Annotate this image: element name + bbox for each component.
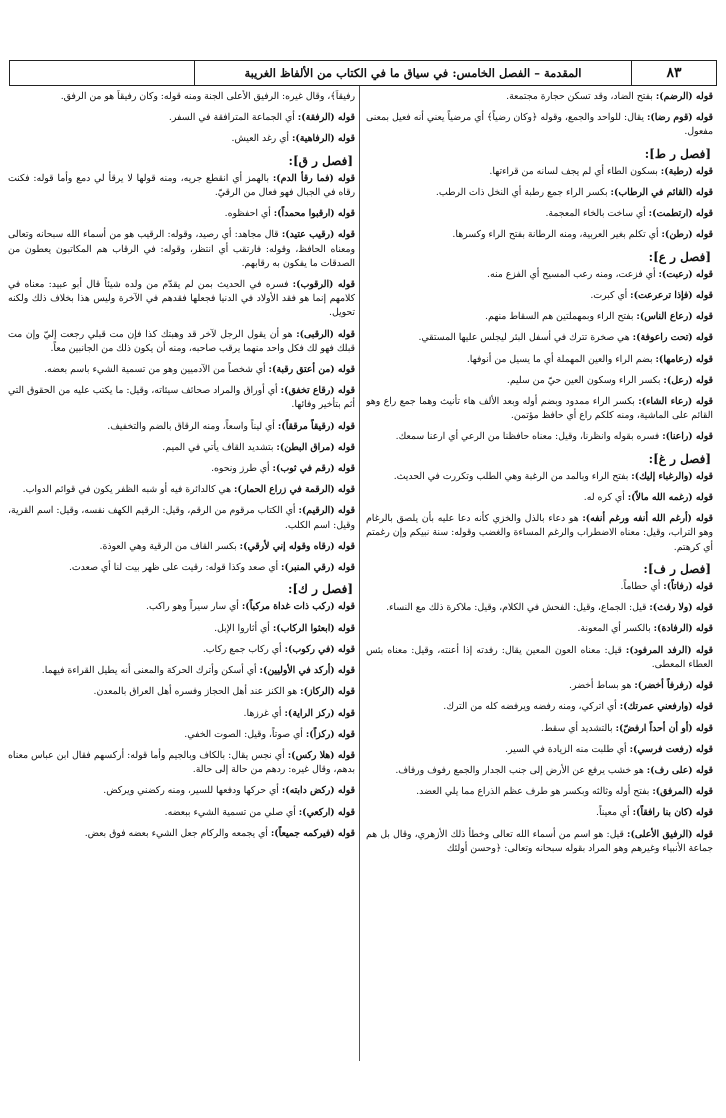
glossary-entry — [366, 353, 713, 367]
entry-definition: هو دعاء بالذل والخزي كأنه دعا عليه بأن يلصق بالرغام وهو التراب، وقيل: معناه الاضطراب والرغم المساءة والغضب وقوله: سنة نبيكم وإن رغمتم أي كرهتم. — [366, 513, 713, 553]
entry-definition: أي أوراق والمراد صحائف سيئاته، وقيل: ما يكتب عليه من الحقوق التي أثم بتأخير وفائها. — [8, 385, 355, 411]
entry-term: قوله (المرفق): — [652, 786, 713, 798]
entry-term: قوله (رعامها): — [655, 353, 713, 365]
entry-term: قوله (أرغم الله أنفه ورغم أنفه): — [582, 513, 713, 525]
entry-definition: هو الكنز عند أهل الحجاز وفسره أهل العراق بالمعدن. — [93, 686, 301, 698]
entry-definition: بالتشديد أي سقط. — [540, 722, 616, 734]
entry-term: قوله (من أعتق رقبة): — [268, 364, 355, 376]
glossary-entry — [8, 561, 355, 575]
entry-definition: قال مجاهد: أي رصيد، وقوله: الرقيب هو من أسماء الله سبحانه وتعالى ومعناه الحافظ، وقوله: فارتقب أي انتظر، وقوله: في الرقاب هم المكاتبون يعطون من الصدقات ما يفكون به رقابهم. — [8, 229, 355, 269]
entry-term: قوله (الرضم): — [655, 91, 713, 102]
glossary-entry — [8, 132, 355, 146]
entry-definition: أي صوتاً، وقيل: الصوت الخفي. — [184, 728, 306, 740]
entry-term: قوله (الرفقة): — [297, 112, 355, 124]
entry-term: قوله (القائم في الرطاب): — [610, 187, 713, 199]
entry-term: قوله (الرفيق الأعلى): — [627, 828, 713, 840]
entry-term: قوله (رقيقاً مرققاً): — [277, 420, 355, 432]
entry-definition: بكسر الراء جمع رطبة أي النخل ذات الرطب. — [435, 187, 611, 199]
entry-term: قوله (رفرفاً أخضر): — [634, 680, 713, 692]
entry-definition: بكسر القاف من الرقية وهي العوذة. — [99, 540, 240, 552]
entry-definition: قيل: الجماع، وقيل: الفحش في الكلام، وقيل: ملاكرة ذلك مع النساء. — [386, 602, 650, 614]
entry-term: قوله (هلا ركس): — [287, 749, 355, 761]
entry-term: قوله (الركاز): — [300, 686, 355, 698]
glossary-entry — [366, 310, 713, 324]
entry-definition: أي حركها ودفعها للسير، ومنه ركضني ويركض. — [103, 785, 282, 797]
glossary-entry — [8, 441, 355, 455]
entry-term: قوله (أركد في الأوليين): — [259, 665, 355, 677]
section-heading: [فصل ر ط]: — [644, 146, 711, 161]
entry-definition: أي شخصاً من الآدميين وهو من تسمية الشيء باسم بعضه. — [44, 364, 269, 376]
entry-definition: بالكسر أي المعونة. — [577, 623, 654, 635]
glossary-entry — [366, 374, 713, 388]
entry-term: قوله (فما رقأ الدم): — [272, 172, 355, 184]
entry-term: قوله (رعل): — [663, 374, 713, 386]
right-column — [366, 90, 713, 1058]
entry-term: قوله (أو أن أحداً ارفضّ): — [615, 722, 713, 734]
glossary-entry — [366, 207, 713, 221]
glossary-entry — [8, 363, 355, 377]
glossary-entry — [8, 228, 355, 271]
entry-term: قوله (رطبة): — [660, 165, 713, 177]
entry-definition: بفتح الراء وبالمد من الرغبة وهي الطلب وتكررت في الحديث. — [393, 470, 632, 482]
entry-definition: يقال: للواحد والجمع، وقوله ﴿وكان رضياً﴾ أي مرضياً يعني أنه فعيل بمعنى مفعول. — [366, 112, 713, 138]
entry-term: قوله (ارقبوا محمداً): — [273, 208, 355, 220]
entry-term: قوله (فإذا ترعرعت): — [630, 290, 713, 302]
glossary-entry — [8, 278, 355, 321]
entry-definition: أي طلبت منه الزيادة في السير. — [505, 743, 630, 755]
glossary-entry — [366, 679, 713, 693]
section-heading: [فصل ر ع]: — [648, 249, 711, 264]
entry-definition: بسكون الطاء أي لم يجف لسانه من قراءتها. — [489, 165, 661, 177]
glossary-entry — [366, 512, 713, 555]
entry-term: قوله (على رف): — [646, 764, 713, 776]
entry-definition: أي الكتاب مرقوم من الرقم، وقيل: الرقيم الكهف نفسه، وقيل: اسم القرية، وقيل: اسم الكلب. — [8, 505, 355, 531]
glossary-entry — [366, 165, 713, 179]
glossary-entry — [366, 90, 713, 104]
glossary-entry — [366, 491, 713, 505]
glossary-entry — [8, 420, 355, 434]
glossary-entry — [8, 600, 355, 614]
glossary-entry — [8, 172, 355, 200]
glossary-entry — [366, 785, 713, 799]
entry-term: قوله (رقاه وقوله إني لأرقي): — [239, 540, 355, 552]
page-number: ٨٣ — [631, 61, 716, 85]
entry-definition: هي كالدائرة فيه أو شبه الظفر يكون في قوائم الدواب. — [22, 484, 234, 496]
glossary-entry — [8, 90, 355, 104]
page-header — [9, 60, 717, 86]
glossary-entry — [8, 462, 355, 476]
entry-term: قوله (اركعي): — [298, 806, 355, 818]
entry-definition: أي تكلم بغير العربية، ومنه الرطانة بفتح الراء وكسرها. — [452, 229, 662, 241]
entry-term: قوله (الرقبى): — [296, 328, 355, 340]
glossary-entry — [366, 470, 713, 484]
entry-term: قوله (رقاع تخفق): — [280, 385, 355, 397]
entry-definition: أي أسكن وأترك الحركة والمعنى أنه يطيل القراءة فيهما. — [41, 665, 260, 677]
entry-term: قوله (تحت راعوفة): — [632, 332, 713, 344]
entry-term: قوله (رعبت): — [658, 268, 713, 280]
entry-term: قوله (رعاء الشاء): — [638, 396, 713, 408]
glossary-entry — [366, 601, 713, 615]
entry-definition: هو أن يقول الرجل لآخر قد وهبتك كذا فإن مت قبلي رجعت إليّ وإن مت قبلك فهو لك فكل واحد منهما يرقب صاحبه، ومنه أن يكون ذلك من الجانبين معاً. — [8, 328, 355, 354]
entry-definition: أي ليناً واسعاً، ومنه الرقاق بالضم والتخفيف. — [107, 420, 278, 432]
column-divider — [359, 86, 360, 1061]
entry-definition: بتشديد القاف يأتي في الميم. — [162, 441, 277, 453]
section-heading: [فصل ر ك]: — [287, 582, 353, 597]
section-heading: [فصل ر ف]: — [643, 561, 711, 576]
header-blank-cell — [10, 61, 195, 85]
glossary-entry — [8, 207, 355, 221]
entry-term: قوله (والرغباء إليك): — [631, 470, 713, 482]
entry-term: قوله (رغمه الله مالاً): — [627, 492, 713, 504]
entry-definition: أي نجس يقال: بالكاف وبالجيم وأما قوله: أركسهم فقال ابن عباس معناه بدهم، وقال غيره: ردهم من حالة إلى حالة. — [8, 749, 355, 776]
entry-definition: أي رغد العيش. — [231, 133, 292, 145]
glossary-entry — [8, 540, 355, 554]
entry-definition: أي صلي من تسمية الشيء ببعضه. — [164, 806, 299, 818]
glossary-entry — [366, 828, 713, 856]
entry-definition: رفيقاً﴾، وقال غيره: الرفيق الأعلى الجنة ومنه قوله: وكان رفيقاً هو من الرفق. — [60, 91, 355, 102]
glossary-entry — [8, 827, 355, 841]
entry-definition: أي يجمعه والركام جعل الشيء بعضه فوق بعض. — [84, 827, 271, 839]
glossary-entry — [366, 580, 713, 594]
entry-term: قوله (ركز الراية): — [284, 707, 355, 719]
glossary-entry — [8, 749, 355, 777]
entry-term: قوله (رفاتاً): — [663, 581, 713, 593]
entry-definition: فسره في الحديث بمن لم يقدّم من ولده شيئاً قال أبو عبيد: معناه في كلامهم إنما هو فقد الأولاد في الدنيا فجعلها فقدهم في الآخرة وليس هذا بخلاف ذلك ولكنه تحويل. — [8, 279, 355, 319]
entry-term: قوله (ركزاً): — [305, 728, 355, 740]
entry-definition: بكسر الراء ممدود وبضم أوله وبعد الألف هاء تأنيث وهما جمع راع وهو القائم على الماشية، ومنه كلكم راع أي حافظ مؤتمن. — [366, 396, 713, 422]
entry-term: قوله (الرقيم): — [298, 505, 355, 517]
entry-term: قوله (قوم رضا): — [646, 112, 713, 124]
entry-definition: أي فزعت، ومنه رعب المسيح أي الفزع منه. — [487, 268, 659, 280]
entry-term: قوله (رقيب عتيد): — [281, 229, 355, 241]
entry-term: قوله (ركب ذات غداة مركباً): — [241, 601, 355, 613]
glossary-entry — [366, 743, 713, 757]
entry-definition: فسره بقوله وانظرنا، وقيل: معناه حافظنا من الرعي أي ارعنا سمعك. — [395, 431, 663, 443]
entry-definition: أي صعد وكذا قوله: رقيت على ظهر بيت لنا أي صعدت. — [68, 562, 282, 574]
entry-term: قوله (الرفاهية): — [291, 133, 355, 145]
entry-definition: أي طرز ونحوه. — [211, 463, 273, 475]
glossary-entry — [8, 664, 355, 678]
glossary-entry — [366, 722, 713, 736]
section-heading: [فصل ر غ]: — [648, 451, 711, 466]
entry-definition: قيل: معناه العون المعين يقال: رفدته إذا أعنته، وقيل: معناه بئس العطاء المعطى. — [366, 644, 713, 670]
entry-term: قوله (الرفد المرفود): — [625, 644, 713, 656]
glossary-entry — [366, 622, 713, 636]
glossary-entry — [366, 806, 713, 820]
glossary-entry — [8, 328, 355, 356]
entry-term: قوله (في ركوب): — [284, 643, 355, 655]
glossary-entry — [8, 806, 355, 820]
entry-definition: بفتح الضاد، وقد تسكن حجارة مجتمعة. — [506, 91, 656, 102]
glossary-entry — [8, 685, 355, 699]
entry-definition: أي غرزها. — [243, 707, 285, 719]
entry-definition: أي الجماعة المترافقة في السفر. — [168, 112, 298, 124]
entry-definition: بفتح الراء وبمهملتين هم السقاط منهم. — [485, 311, 637, 323]
entry-term: قوله (ولا رفث): — [649, 602, 713, 614]
glossary-entry — [8, 483, 355, 497]
glossary-entry — [8, 643, 355, 657]
entry-definition: بالهمز أي انقطع جريه، ومنه قولها لا يرقأ لي دمع وأما قوله: فكنت رقاه في الجبال فهو فعال من الرقيّ. — [8, 172, 355, 199]
entry-term: قوله (رفعت فرسي): — [629, 743, 713, 755]
glossary-entry — [366, 228, 713, 242]
entry-definition: بفتح أوله وثالثه وبكسر هو طرف عظم الذراع مما يلي العضد. — [416, 786, 653, 798]
glossary-entry — [366, 764, 713, 778]
left-column — [8, 90, 355, 1058]
entry-term: قوله (كان بنا رافقاً): — [632, 807, 713, 819]
entry-definition: أي حطاماً. — [620, 581, 664, 593]
glossary-entry — [8, 384, 355, 412]
entry-term: قوله (ابعثوا الركاب): — [272, 622, 355, 634]
entry-definition: أي ساخت بالخاء المعجمة. — [545, 208, 649, 220]
glossary-entry — [366, 395, 713, 423]
entry-term: قوله (فيركمه جميعاً): — [270, 827, 355, 839]
glossary-entry — [366, 430, 713, 444]
entry-definition: أي سار سيراً وهو راكب. — [146, 601, 242, 613]
entry-definition: هي صخرة تترك في أسفل البئر ليجلس عليها المستقي. — [418, 332, 633, 344]
glossary-entry — [8, 707, 355, 721]
glossary-entry — [366, 331, 713, 345]
entry-term: قوله (وارفعني عمرتك): — [619, 701, 713, 713]
glossary-entry — [8, 728, 355, 742]
entry-definition: قيل: هو اسم من أسماء الله تعالى وخطأ ذلك الأزهري، وقال بل هم جماعة الأنبياء وغيرهم وهو المراد بقوله سبحانه وتعالى: ﴿وحسن أولئك — [366, 828, 713, 854]
glossary-entry — [8, 504, 355, 532]
running-title: المقدمة – الفصل الخامس: في سياق ما في الكتاب من الألفاظ الغريبة — [244, 66, 582, 80]
glossary-entry — [8, 111, 355, 125]
entry-definition: هو بساط أخضر. — [568, 680, 635, 692]
entry-term: قوله (ركض دابته): — [281, 785, 355, 797]
entry-term: قوله (ارتطمت): — [648, 208, 713, 220]
entry-definition: أي معيناً. — [595, 807, 633, 819]
glossary-entry — [8, 784, 355, 798]
entry-term: قوله (الرقمة في زراع الحمار): — [233, 484, 355, 496]
entry-definition: بضم الراء والعين المهملة أي ما يسيل من أنوفها. — [466, 353, 656, 365]
entry-definition: أي احفظوه. — [224, 208, 274, 220]
entry-term: قوله (راعنا): — [662, 431, 713, 443]
entry-term: قوله (رقي المنبر): — [281, 562, 355, 574]
glossary-entry — [366, 268, 713, 282]
entry-term: قوله (رعاع الناس): — [636, 311, 713, 323]
glossary-entry — [366, 289, 713, 303]
section-heading: [فصل ر ق]: — [288, 153, 353, 168]
entry-term: قوله (الرفادة): — [653, 623, 713, 635]
entry-term: قوله (الرقوب): — [292, 279, 355, 291]
glossary-entry — [366, 700, 713, 714]
glossary-entry — [8, 622, 355, 636]
glossary-entry — [366, 186, 713, 200]
glossary-entry — [366, 111, 713, 139]
entry-definition: بكسر الراء وسكون العين حيّ من سليم. — [506, 374, 664, 386]
entry-term: قوله (مراق البطن): — [276, 441, 355, 453]
entry-definition: أي ركاب جمع ركاب. — [202, 643, 285, 655]
entry-definition: أي أثاروا الإبل. — [214, 622, 273, 634]
entry-definition: أي اتركي، ومنه رفضه ويرفضه كله من الترك. — [443, 701, 620, 713]
entry-term: قوله (رطن): — [661, 229, 713, 241]
entry-definition: أي كره له. — [583, 492, 628, 504]
entry-definition: هو خشب يرفع عن الأرض إلى جنب الجدار والجمع رفوف ورفاف. — [395, 764, 647, 776]
entry-definition: أي كبرت. — [590, 290, 631, 302]
entry-term: قوله (رقم في ثوب): — [272, 463, 355, 475]
glossary-entry — [366, 644, 713, 672]
